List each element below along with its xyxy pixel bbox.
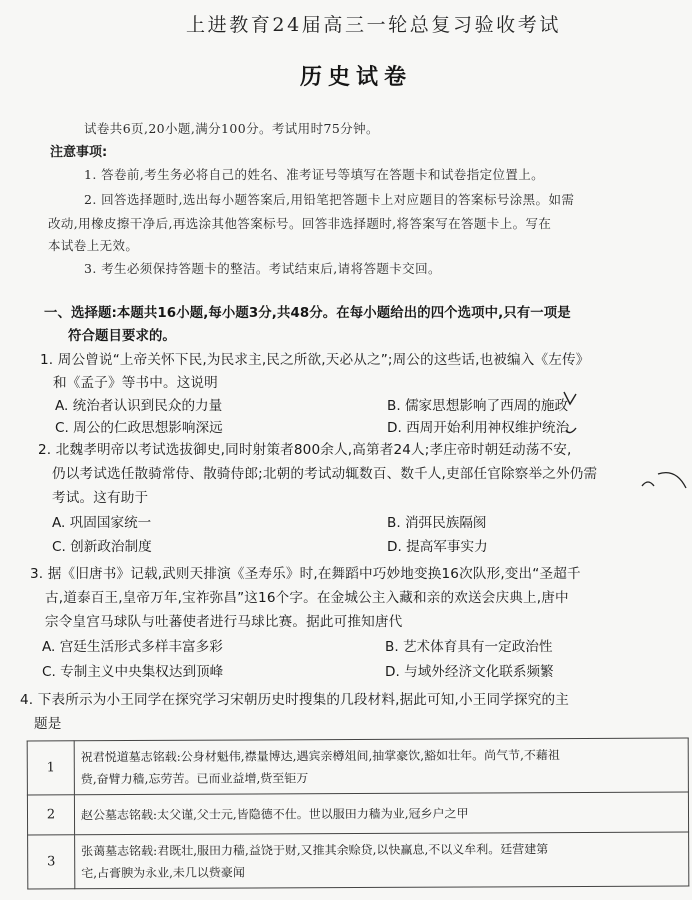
question-2-stem-end: 考试。这有助于 xyxy=(52,490,149,506)
notice-3: 3. 考生必须保持答题卡的整洁。考试结束后,请将答题卡交回。 xyxy=(84,261,441,276)
table-row xyxy=(27,738,688,795)
q2-option-b[interactable]: B. 消弭民族隔阂 xyxy=(387,515,487,531)
q1-option-a[interactable]: A. 统治者认识到民众的力量 xyxy=(55,398,223,414)
row-number: 1 xyxy=(27,741,74,795)
material-text xyxy=(75,832,689,889)
exam-title: 上进教育24届高三一轮总复习验收考试 xyxy=(186,14,561,36)
section-heading-cont: 符合题目要求的。 xyxy=(68,329,176,344)
table-row xyxy=(28,832,689,889)
notice-2: 2. 回答选择题时,选出每小题答案后,用铅笔把答题卡上对应题目的答案标号涂黑。如需 xyxy=(84,192,575,207)
question-3-stem-cont: 古,道泰百王,皇帝万年,宝祚弥昌”这16个字。在金城公主入藏和亲的欢送会庆典上,唐中 xyxy=(45,590,569,606)
paper-title: 历史试卷 xyxy=(300,65,413,90)
q2-option-c[interactable]: C. 创新政治制度 xyxy=(52,539,152,555)
handwritten-check-mark-icon xyxy=(560,390,690,500)
exam-summary: 试卷共6页,20小题,满分100分。考试用时75分钟。 xyxy=(84,121,379,136)
q1-option-c[interactable]: C. 周公的仁政思想影响深远 xyxy=(55,420,223,436)
section-heading: 一、选择题:本题共16小题,每小题3分,共48分。在每小题给出的四个选项中,只有一项是 xyxy=(44,306,571,321)
question-3-stem-end: 宗令皇宫马球队与吐蕃使者进行马球比赛。据此可推知唐代 xyxy=(45,614,403,630)
question-2-stem-cont: 仍以考试选任散骑常侍、散骑侍郎;北朝的考试动辄数百、数千人,吏部任官除察举之外仍需 xyxy=(52,466,598,482)
notice-2-cont: 改动,用橡皮擦干净后,再选涂其他答案标号。回答非选择题时,将答案写在答题卡上。写在 xyxy=(48,216,552,231)
table-row xyxy=(27,792,688,835)
row-number: 3 xyxy=(28,835,75,889)
question-2-stem: 2. 北魏孝明帝以考试选拔御史,同时射策者800余人,高第者24人;孝庄帝时朝廷动荡不安, xyxy=(38,442,572,458)
q3-option-d[interactable]: D. 与域外经济文化联系频繁 xyxy=(385,664,554,680)
q2-option-d[interactable]: D. 提高军事实力 xyxy=(387,539,488,555)
q1-option-b[interactable]: B. 儒家思想影响了西周的施政 xyxy=(387,398,569,414)
question-1-stem: 1. 周公曾说“上帝关怀下民,为民求主,民之所欲,天必从之”;周公的这些话,也被编入《左传》 xyxy=(40,352,590,368)
materials-table xyxy=(27,738,690,890)
q3-option-b[interactable]: B. 艺术体育具有一定政治性 xyxy=(385,639,553,655)
material-line: 宅,占膏腴为永业,未几以赀豪闻 xyxy=(81,864,245,880)
notice-heading: 注意事项: xyxy=(50,145,108,160)
question-3-stem: 3. 据《旧唐书》记载,武则天排演《圣寿乐》时,在舞蹈中巧妙地变换16次队形,变出“圣超千 xyxy=(30,566,581,582)
q2-option-a[interactable]: A. 巩固国家统一 xyxy=(52,515,152,531)
row-number: 2 xyxy=(27,795,74,835)
notice-2-end: 本试卷上无效。 xyxy=(48,238,139,253)
material-line: 祝君悦道墓志铭载:公身材魁伟,襟量博达,遇宾亲樽俎间,抽掌豪饮,豁如壮年。尚气节,不藉祖 xyxy=(80,747,560,764)
q3-option-a[interactable]: A. 宫廷生活形式多样丰富多彩 xyxy=(42,639,223,655)
q1-option-d[interactable]: D. 西周开始利用神权维护统治 xyxy=(387,420,570,436)
question-4-stem-cont: 题是 xyxy=(34,716,62,732)
question-4-stem: 4. 下表所示为小王同学在探究学习宋朝历史时搜集的几段材料,据此可知,小王同学探究的主 xyxy=(20,692,569,708)
notice-1: 1. 答卷前,考生务必将自己的姓名、准考证号等填写在答题卡和试卷指定位置上。 xyxy=(84,167,545,182)
material-line: 张蔼墓志铭载:君既壮,服田力穑,益饶于财,又推其余赊贷,以快赢息,不以义牟利。廷营建第 xyxy=(81,841,549,858)
material-line: 赵公墓志铭载:太父谨,父士元,皆隐德不仕。世以服田力穑为业,冠乡户之甲 xyxy=(80,806,469,822)
material-text xyxy=(74,792,688,835)
material-text xyxy=(74,738,688,795)
question-1-stem-cont: 和《孟子》等书中。这说明 xyxy=(53,375,218,391)
q3-option-c[interactable]: C. 专制主义中央集权达到顶峰 xyxy=(42,664,224,680)
material-line: 赀,奋臂力穑,忘劳苦。已而业益增,赀至钜万 xyxy=(80,770,309,786)
